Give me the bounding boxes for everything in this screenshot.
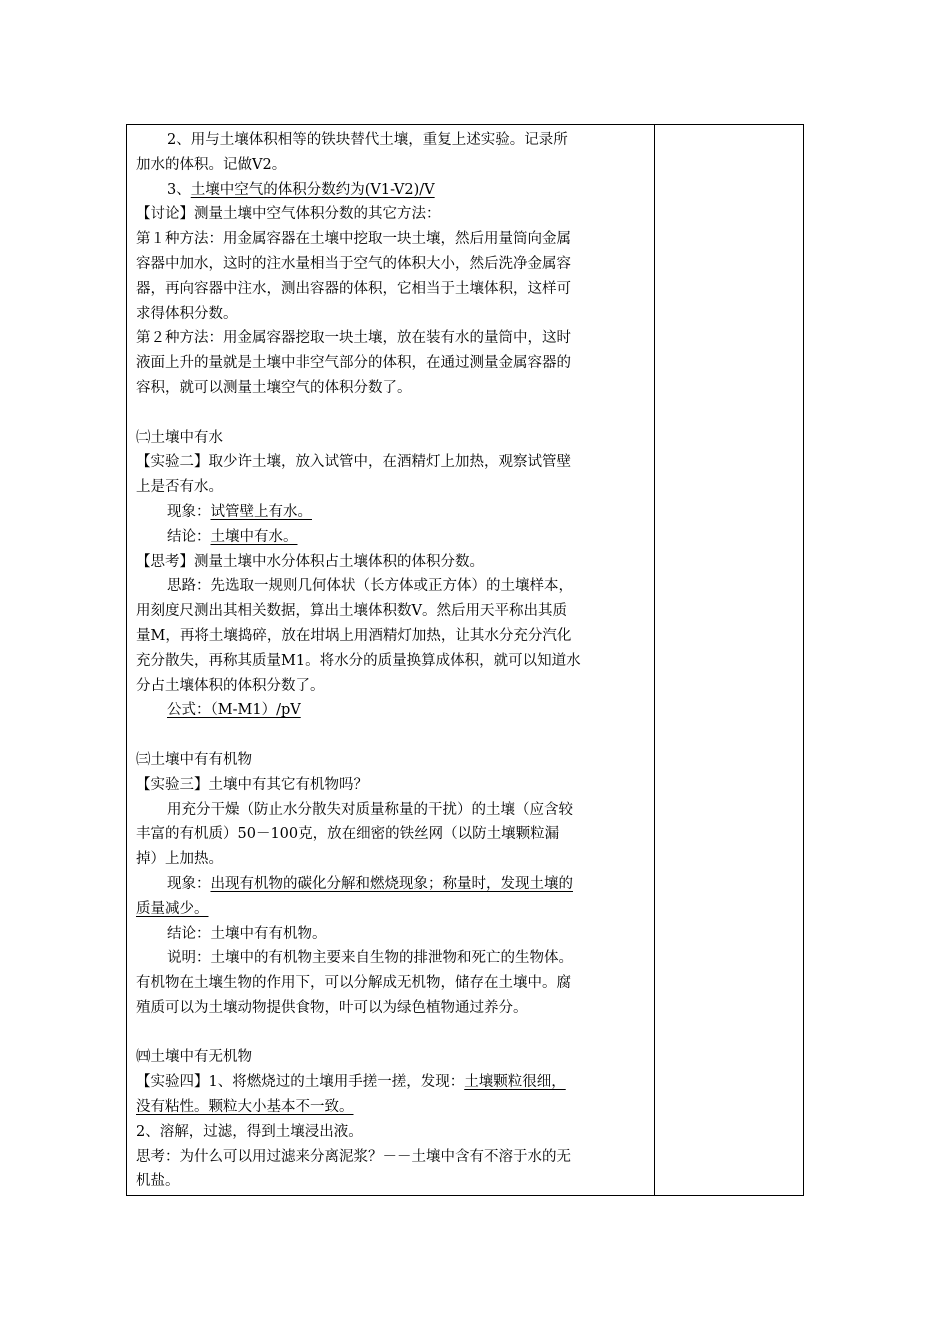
- underlined-answer: 土壤中有水。: [210, 528, 298, 545]
- text-span: 思考：为什么可以用过滤来分离泥浆？－－土壤中含有不溶于水的无: [136, 1148, 571, 1165]
- text-line: [136, 1070, 648, 1095]
- text-line: [136, 376, 648, 401]
- text-span: 上是否有水。: [136, 479, 223, 496]
- blank-line: [136, 723, 648, 748]
- underlined-answer: 质量减少。: [136, 900, 209, 917]
- text-span: 有机物在土壤生物的作用下，可以分解成无机物，储存在土壤中。腐: [136, 975, 571, 992]
- text-span: ㈡土壤中有水: [136, 429, 223, 446]
- text-span: 【讨论】测量土壤中空气体积分数的其它方法：: [136, 206, 441, 223]
- text-line: [136, 996, 648, 1021]
- content-cell: [136, 128, 648, 1194]
- underlined-answer: 土壤颗粒很细，: [464, 1074, 566, 1091]
- text-line: [136, 922, 648, 947]
- text-span: 掉）上加热。: [136, 851, 223, 868]
- text-line: [136, 624, 648, 649]
- notes-cell: [655, 125, 804, 1195]
- blank-line: [136, 401, 648, 426]
- text-span: 说明：土壤中的有机物主要来自生物的排泄物和死亡的生物体。: [167, 950, 573, 967]
- text-span: 3、: [167, 181, 191, 198]
- text-line: [136, 946, 648, 971]
- text-span: 机盐。: [136, 1173, 180, 1190]
- text-line: [136, 128, 648, 153]
- text-span: 容器中加水，这时的注水量相当于空气的体积大小，然后洗净金属容: [136, 255, 571, 272]
- text-line: [136, 649, 648, 674]
- text-line: [136, 450, 648, 475]
- text-line: [136, 1169, 648, 1194]
- text-line: [136, 574, 648, 599]
- text-line: [136, 1095, 648, 1120]
- text-line: [136, 798, 648, 823]
- text-span: 结论：: [167, 528, 211, 545]
- text-span: 分占土壤体积的体积分数了。: [136, 677, 325, 694]
- text-span: 用刻度尺测出其相关数据，算出土壤体积数V。然后用天平称出其质: [136, 603, 567, 620]
- text-line: [136, 351, 648, 376]
- text-span: 求得体积分数。: [136, 305, 238, 322]
- text-span: 加水的体积。记做V2。: [136, 156, 287, 173]
- text-line: [136, 202, 648, 227]
- text-span: 液面上升的量就是土壤中非空气部分的体积，在通过测量金属容器的: [136, 355, 571, 372]
- text-span: 现象：: [167, 875, 211, 892]
- text-line: [136, 475, 648, 500]
- text-span: 第２种方法：用金属容器挖取一块土壤，放在装有水的量筒中，这时: [136, 330, 571, 347]
- text-line: [136, 1045, 648, 1070]
- text-line: [136, 153, 648, 178]
- text-span: 结论：土壤中有有机物。: [167, 925, 327, 942]
- underlined-answer: 出现有机物的碳化分解和燃烧现象；称量时，发现土壤的: [210, 875, 573, 892]
- underlined-answer: 土壤中空气的体积分数约为(V1-V2)/V: [190, 181, 435, 198]
- text-line: [136, 252, 648, 277]
- text-span: 第１种方法：用金属容器在土壤中挖取一块土壤，然后用量筒向金属: [136, 231, 571, 248]
- text-line: [136, 227, 648, 252]
- text-line: [136, 302, 648, 327]
- text-line: [136, 971, 648, 996]
- text-line: [136, 773, 648, 798]
- text-line: [136, 178, 648, 203]
- text-line: [136, 1145, 648, 1170]
- text-span: ㈣土壤中有无机物: [136, 1049, 252, 1066]
- text-line: [136, 525, 648, 550]
- text-span: 现象：: [167, 503, 211, 520]
- text-line: [136, 277, 648, 302]
- text-line: [136, 674, 648, 699]
- text-span: 用充分干燥（防止水分散失对质量称量的干扰）的土壤（应含较: [167, 801, 573, 818]
- text-line: [136, 748, 648, 773]
- text-line: [136, 599, 648, 624]
- text-line: [136, 822, 648, 847]
- text-span: 2、用与土壤体积相等的铁块替代土壤，重复上述实验。记录所: [167, 132, 568, 148]
- text-span: 量M，再将土壤捣碎，放在坩埚上用酒精灯加热，让其水分充分汽化: [136, 627, 572, 644]
- underlined-answer: 没有粘性。颗粒大小基本不一致。: [136, 1099, 354, 1116]
- text-span: 2、溶解，过滤，得到土壤浸出液。: [136, 1123, 363, 1140]
- text-span: 丰富的有机质）50－100克，放在细密的铁丝网（以防土壤颗粒漏: [136, 826, 560, 843]
- text-span: 器，再向容器中注水，测出容器的体积，它相当于土壤体积，这样可: [136, 280, 571, 297]
- text-line: [136, 500, 648, 525]
- underlined-answer: 试管壁上有水。: [210, 503, 312, 520]
- text-span: 思路：先选取一规则几何体状（长方体或正方体）的土壤样本，: [167, 578, 573, 595]
- text-line: [136, 847, 648, 872]
- text-span: 【实验二】取少许土壤，放入试管中，在酒精灯上加热，观察试管壁: [136, 454, 571, 471]
- text-line: [136, 872, 648, 897]
- text-line: [136, 426, 648, 451]
- text-line: [136, 698, 648, 723]
- text-line: [136, 897, 648, 922]
- text-span: 殖质可以为土壤动物提供食物，叶可以为绿色植物通过养分。: [136, 999, 528, 1016]
- underlined-answer: 公式：（M-M1）/pV: [167, 702, 301, 719]
- text-line: [136, 550, 648, 575]
- text-line: [136, 326, 648, 351]
- text-span: 容积，就可以测量土壤空气的体积分数了。: [136, 379, 412, 396]
- text-line: [136, 1120, 648, 1145]
- text-span: ㈢土壤中有有机物: [136, 751, 252, 768]
- blank-line: [136, 1021, 648, 1046]
- text-span: 【思考】测量土壤中水分体积占土壤体积的体积分数。: [136, 553, 484, 570]
- text-span: 【实验三】土壤中有其它有机物吗？: [136, 776, 368, 793]
- lesson-table: [126, 124, 804, 1196]
- text-span: 充分散失，再称其质量M1。将水分的质量换算成体积，就可以知道水: [136, 652, 581, 669]
- text-span: 【实验四】1、将燃烧过的土壤用手搓一搓，发现：: [136, 1074, 465, 1091]
